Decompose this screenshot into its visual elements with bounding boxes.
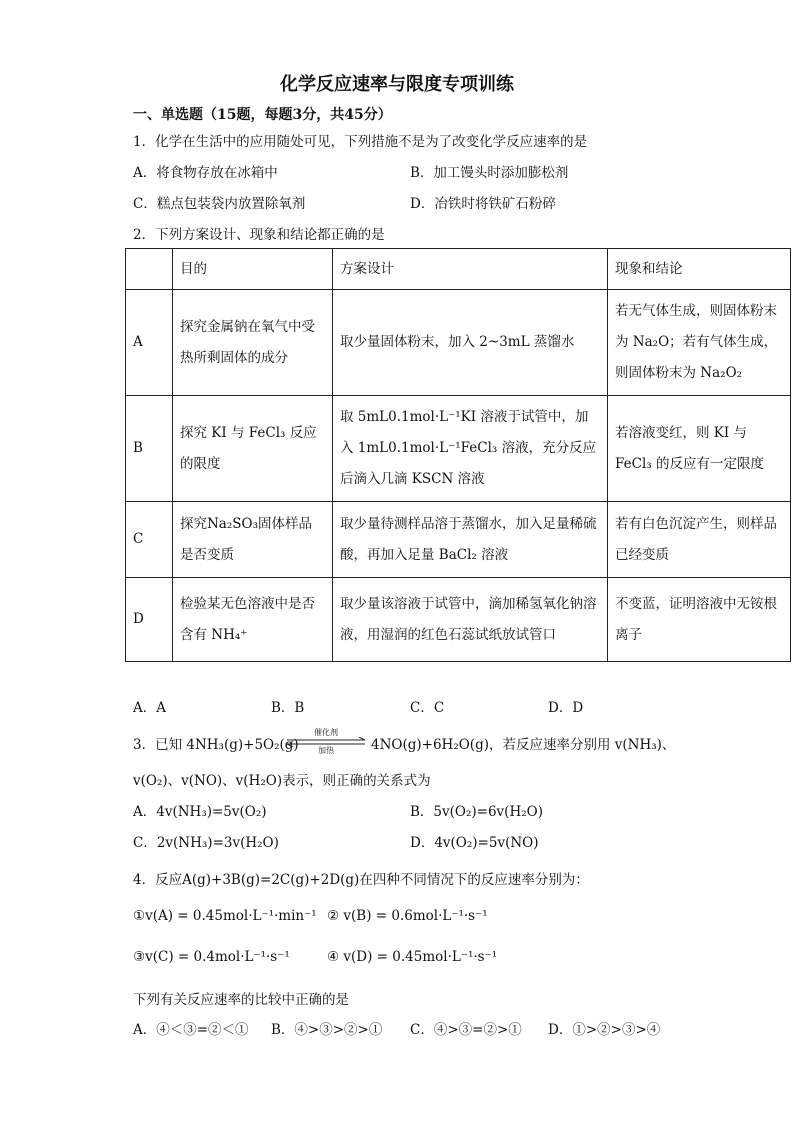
table-header-cell: 方案设计 bbox=[333, 249, 608, 290]
q3-option-c: C．2v(NH₃)=3v(H₂O) bbox=[133, 835, 279, 851]
table-header-row bbox=[126, 249, 791, 290]
table-cell: 取 5mL0.1mol·L⁻¹KI 溶液于试管中，加入 1mL0.1mol·L⁻¹FeCl₃ 溶液，充分反应后滴入几滴 KSCN 溶液 bbox=[333, 396, 608, 502]
table-header-cell bbox=[126, 249, 173, 290]
q3-stem-post: 4NO(g)+6H₂O(g)，若反应速率分别用 v(NH₃)、 bbox=[371, 737, 676, 753]
table-row bbox=[126, 578, 791, 662]
table-cell-label: D bbox=[126, 578, 173, 662]
q3-option-a: A．4v(NH₃)=5v(O₂) bbox=[133, 804, 267, 820]
table-cell: 若无气体生成，则固体粉末为 Na₂O；若有气体生成，则固体粉末为 Na₂O₂ bbox=[608, 290, 791, 396]
table-cell: 探究 KI 与 FeCl₃ 反应的限度 bbox=[173, 396, 333, 502]
q1-option-b: B．加工馒头时添加膨松剂 bbox=[410, 165, 569, 181]
q4-option-d: D．①>②>③>④ bbox=[548, 1022, 661, 1038]
table-cell: 检验某无色溶液中是否含有 NH₄⁺ bbox=[173, 578, 333, 662]
q4-stem: 4．反应A(g)+3B(g)=2C(g)+2D(g)在四种不同情况下的反应速率分别为： bbox=[133, 872, 589, 888]
q4-rate-1: ①v(A) = 0.45mol·L⁻¹·min⁻¹ bbox=[133, 908, 317, 924]
q4-rate-3: ③v(C) = 0.4mol·L⁻¹·s⁻¹ bbox=[133, 949, 290, 965]
q4-option-c: C．④>③=②>① bbox=[410, 1022, 522, 1038]
q1-option-c: C．糕点包装袋内放置除氧剂 bbox=[133, 196, 306, 212]
table-row bbox=[126, 502, 791, 578]
table-cell-label: A bbox=[126, 290, 173, 396]
table-cell: 探究Na₂SO₃固体样品是否变质 bbox=[173, 502, 333, 578]
q3-option-d: D．4v(O₂)=5v(NO) bbox=[410, 835, 539, 851]
q2-option-c: C．C bbox=[410, 700, 445, 716]
section-heading: 一、单选题（15题，每题3分，共45分） bbox=[133, 107, 392, 123]
table-cell: 取少量待测样品溶于蒸馏水，加入足量稀硫酸，再加入足量 BaCl₂ 溶液 bbox=[333, 502, 608, 578]
q2-option-d: D．D bbox=[548, 700, 584, 716]
q2-option-b: B．B bbox=[271, 700, 305, 716]
table-cell: 若溶液变红，则 KI 与 FeCl₃ 的反应有一定限度 bbox=[608, 396, 791, 502]
q4-rate-2: ② v(B) = 0.6mol·L⁻¹·s⁻¹ bbox=[327, 908, 488, 924]
table-cell: 不变蓝，证明溶液中无铵根离子 bbox=[608, 578, 791, 662]
table-cell: 取少量固体粉末，加入 2~3mL 蒸馏水 bbox=[333, 290, 608, 396]
table-cell-label: B bbox=[126, 396, 173, 502]
q4-option-b: B．④>③>②>① bbox=[271, 1022, 383, 1038]
q4-rate-4: ④ v(D) = 0.45mol·L⁻¹·s⁻¹ bbox=[327, 949, 498, 965]
q3-stem-line2: v(O₂)、v(NO)、v(H₂O)表示，则正确的关系式为 bbox=[133, 773, 431, 789]
q1-option-a: A．将食物存放在冰箱中 bbox=[133, 165, 278, 181]
q1-stem: 1．化学在生活中的应用随处可见，下列措施不是为了改变化学反应速率的是 bbox=[133, 134, 588, 150]
equilibrium-arrow bbox=[283, 728, 369, 754]
table-cell: 探究金属钠在氧气中受热所剩固体的成分 bbox=[173, 290, 333, 396]
table-header-cell: 现象和结论 bbox=[608, 249, 791, 290]
q2-table bbox=[125, 248, 791, 662]
q4-stem2: 下列有关反应速率的比较中正确的是 bbox=[133, 992, 349, 1008]
q2-option-a: A．A bbox=[133, 700, 166, 716]
q1-option-d: D．冶铁时将铁矿石粉碎 bbox=[410, 196, 556, 212]
arrow-condition-bottom: 加热 bbox=[318, 746, 334, 755]
q2-stem: 2．下列方案设计、现象和结论都正确的是 bbox=[133, 227, 385, 243]
table-row bbox=[126, 396, 791, 502]
table-cell: 若有白色沉淀产生，则样品已经变质 bbox=[608, 502, 791, 578]
q3-option-b: B．5v(O₂)=6v(H₂O) bbox=[410, 804, 543, 820]
q3-stem-pre: 3．已知 4NH₃(g)+5O₂(g) bbox=[133, 737, 299, 753]
page-title: 化学反应速率与限度专项训练 bbox=[280, 74, 514, 95]
arrow-condition-top: 催化剂 bbox=[314, 728, 338, 737]
table-row bbox=[126, 290, 791, 396]
table-cell: 取少量该溶液于试管中，滴加稀氢氧化钠溶液，用湿润的红色石蕊试纸放试管口 bbox=[333, 578, 608, 662]
table-header-cell: 目的 bbox=[173, 249, 333, 290]
q4-option-a: A．④＜③=②＜① bbox=[133, 1022, 249, 1038]
table-cell-label: C bbox=[126, 502, 173, 578]
